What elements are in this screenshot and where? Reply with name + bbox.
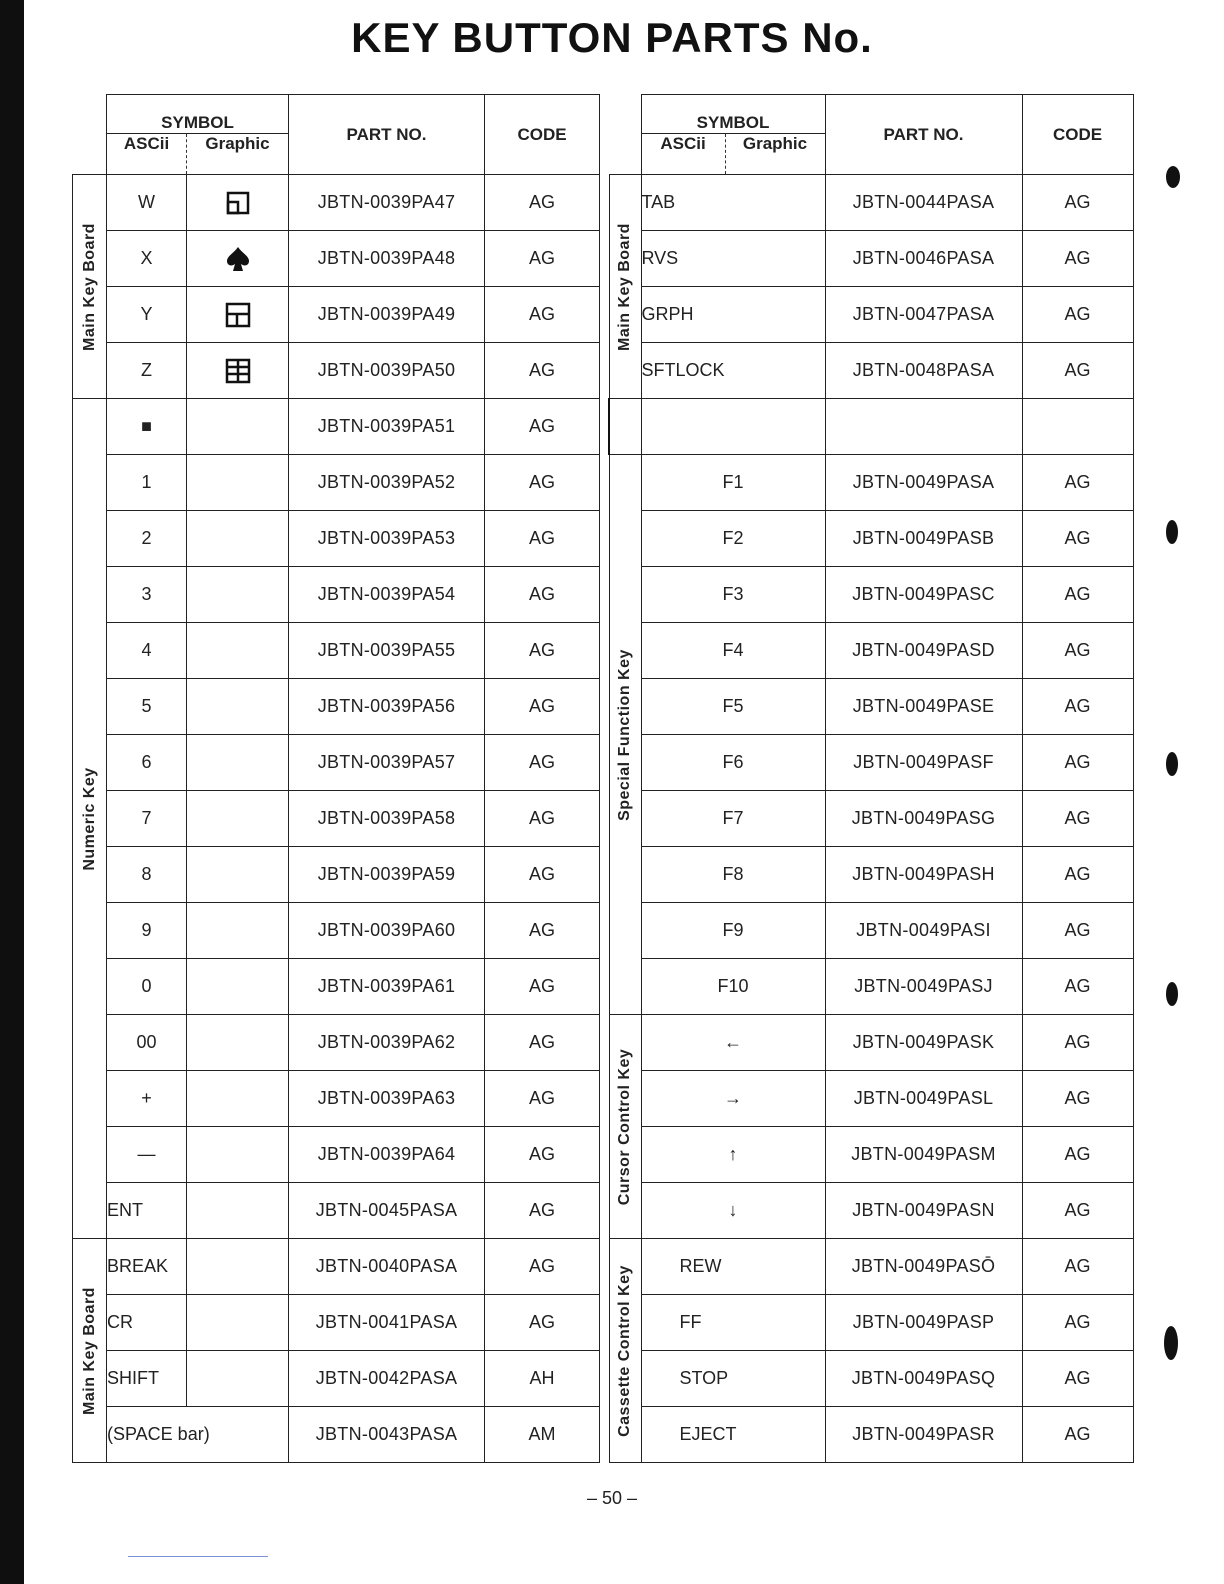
ascii-cell: X xyxy=(107,231,187,287)
scan-punch-mark xyxy=(1164,1326,1178,1360)
part-number-cell: JBTN-0049PASQ xyxy=(825,1351,1022,1407)
part-no-header: PART NO. xyxy=(825,95,1022,175)
graphic-cell xyxy=(187,455,289,511)
table-row xyxy=(73,567,600,623)
group-main-key-board xyxy=(609,175,641,399)
symbol-cell: F6 xyxy=(641,735,825,791)
code-cell: AG xyxy=(1022,343,1133,399)
group-cassette-control-key xyxy=(609,1239,641,1463)
part-number-cell: JBTN-0039PA60 xyxy=(289,903,485,959)
code-cell: AG xyxy=(485,1127,600,1183)
ascii-cell: 2 xyxy=(107,511,187,567)
symbol-cell: GRPH xyxy=(641,287,825,343)
symbol-cell: TAB xyxy=(641,175,825,231)
code-cell: AG xyxy=(485,735,600,791)
group-label: Main Key Board xyxy=(80,222,98,351)
part-number-cell: JBTN-0043PASA xyxy=(289,1407,485,1463)
ascii-cell: + xyxy=(107,1071,187,1127)
scan-punch-mark xyxy=(1166,752,1178,776)
ascii-cell: 5 xyxy=(107,679,187,735)
graphic-cell xyxy=(187,903,289,959)
table-row xyxy=(609,959,1133,1015)
group-label: Special Function Key xyxy=(616,648,633,821)
part-number-cell: JBTN-0049PASK xyxy=(825,1015,1022,1071)
code-cell: AG xyxy=(485,567,600,623)
code-cell: AG xyxy=(1022,1295,1133,1351)
code-cell: AG xyxy=(485,175,600,231)
table-row xyxy=(73,735,600,791)
symbol-cell: F10 xyxy=(641,959,825,1015)
part-number-cell: JBTN-0049PASL xyxy=(825,1071,1022,1127)
code-cell: AG xyxy=(485,847,600,903)
page-title: KEY BUTTON PARTS No. xyxy=(351,14,873,61)
part-number-cell: JBTN-0039PA58 xyxy=(289,791,485,847)
symbol-cell: → xyxy=(641,1071,825,1127)
part-number-cell: JBTN-0049PASE xyxy=(825,679,1022,735)
graphic-cell xyxy=(187,287,289,343)
empty-cell xyxy=(641,399,825,455)
scan-punch-mark xyxy=(1166,982,1178,1006)
right-parts-table xyxy=(608,94,1134,1463)
symbol-cell: ← xyxy=(641,1015,825,1071)
part-number-cell: JBTN-0049PASR xyxy=(825,1407,1022,1463)
part-number-cell: JBTN-0049PASC xyxy=(825,567,1022,623)
group-label: Cursor Control Key xyxy=(616,1048,633,1205)
box-lower-left-icon xyxy=(226,191,250,215)
part-number-cell: JBTN-0047PASA xyxy=(825,287,1022,343)
header-spacer xyxy=(609,95,641,175)
part-number-cell: JBTN-0049PASM xyxy=(825,1127,1022,1183)
table-row xyxy=(73,903,600,959)
table-row xyxy=(609,511,1133,567)
empty-cell xyxy=(609,399,641,455)
ascii-cell: — xyxy=(107,1127,187,1183)
graphic-cell xyxy=(187,623,289,679)
symbol-cell: F2 xyxy=(641,511,825,567)
box-grid-icon xyxy=(225,358,251,384)
symbol-cell: RVS xyxy=(641,231,825,287)
code-cell: AG xyxy=(485,287,600,343)
code-cell: AG xyxy=(1022,623,1133,679)
scan-punch-mark xyxy=(1166,520,1178,544)
spade-icon xyxy=(226,246,250,272)
code-cell: AG xyxy=(1022,959,1133,1015)
ascii-cell: 0 xyxy=(107,959,187,1015)
code-cell: AG xyxy=(1022,1071,1133,1127)
code-cell: AG xyxy=(1022,287,1133,343)
part-number-cell: JBTN-0044PASA xyxy=(825,175,1022,231)
ascii-cell: 9 xyxy=(107,903,187,959)
symbol-cell: F5 xyxy=(641,679,825,735)
graphic-cell xyxy=(187,511,289,567)
part-number-cell: JBTN-0039PA53 xyxy=(289,511,485,567)
group-label: Main Key Board xyxy=(80,1286,98,1415)
code-cell: AG xyxy=(1022,567,1133,623)
symbol-cell: F3 xyxy=(641,567,825,623)
ascii-cell: 6 xyxy=(107,735,187,791)
code-cell: AG xyxy=(485,1015,600,1071)
code-cell: AG xyxy=(485,511,600,567)
ascii-cell: Z xyxy=(107,343,187,399)
part-number-cell: JBTN-0039PA48 xyxy=(289,231,485,287)
code-cell: AG xyxy=(485,455,600,511)
graphic-cell xyxy=(187,1127,289,1183)
part-number-cell: JBTN-0049PASD xyxy=(825,623,1022,679)
table-row xyxy=(609,847,1133,903)
part-number-cell: JBTN-0049PASA xyxy=(825,455,1022,511)
part-number-cell: JBTN-0049PASB xyxy=(825,511,1022,567)
part-number-cell: JBTN-0039PA50 xyxy=(289,343,485,399)
code-cell: AG xyxy=(1022,735,1133,791)
code-cell: AG xyxy=(1022,1183,1133,1239)
table-row xyxy=(609,343,1133,399)
symbol-cell: F4 xyxy=(641,623,825,679)
ascii-cell: 00 xyxy=(107,1015,187,1071)
left-parts-table xyxy=(72,94,600,1463)
symbol-cell: FF xyxy=(641,1295,825,1351)
code-cell: AG xyxy=(485,1295,600,1351)
graphic-cell xyxy=(187,1071,289,1127)
group-main-key-board xyxy=(73,175,107,399)
box-split-icon xyxy=(225,302,251,328)
ascii-cell: 8 xyxy=(107,847,187,903)
code-cell: AG xyxy=(1022,679,1133,735)
code-cell: AG xyxy=(1022,1239,1133,1295)
code-header: CODE xyxy=(485,95,600,175)
code-cell: AG xyxy=(1022,455,1133,511)
table-row xyxy=(609,1407,1133,1463)
ascii-cell: (SPACE bar) xyxy=(107,1407,289,1463)
symbol-header: SYMBOL xyxy=(107,95,289,134)
part-number-cell: JBTN-0039PA64 xyxy=(289,1127,485,1183)
table-row xyxy=(609,175,1133,231)
code-cell: AM xyxy=(485,1407,600,1463)
graphic-cell xyxy=(187,1351,289,1407)
code-cell: AG xyxy=(1022,1351,1133,1407)
table-row xyxy=(73,1295,600,1351)
code-cell: AG xyxy=(1022,511,1133,567)
group-special-function-key xyxy=(609,455,641,1015)
part-number-cell: JBTN-0049PASN xyxy=(825,1183,1022,1239)
table-row xyxy=(73,1015,600,1071)
table-row xyxy=(73,791,600,847)
ascii-cell: ENT xyxy=(107,1183,187,1239)
graphic-cell xyxy=(187,679,289,735)
part-number-cell: JBTN-0039PA54 xyxy=(289,567,485,623)
table-row xyxy=(73,679,600,735)
part-number-cell: JBTN-0039PA63 xyxy=(289,1071,485,1127)
symbol-cell: F8 xyxy=(641,847,825,903)
part-number-cell: JBTN-0039PA47 xyxy=(289,175,485,231)
graphic-cell xyxy=(187,959,289,1015)
group-numeric-key xyxy=(73,399,107,1239)
ascii-cell: CR xyxy=(107,1295,187,1351)
scan-artifact-line xyxy=(128,1556,268,1557)
ascii-cell: 3 xyxy=(107,567,187,623)
empty-cell xyxy=(825,399,1022,455)
table-row xyxy=(73,1351,600,1407)
part-number-cell: JBTN-0049PASF xyxy=(825,735,1022,791)
part-number-cell: JBTN-0039PA49 xyxy=(289,287,485,343)
ascii-cell: SHIFT xyxy=(107,1351,187,1407)
symbol-cell: EJECT xyxy=(641,1407,825,1463)
ascii-header: ASCii xyxy=(641,134,725,175)
ascii-cell: 1 xyxy=(107,455,187,511)
code-cell: AG xyxy=(485,679,600,735)
table-row xyxy=(609,1295,1133,1351)
table-row xyxy=(73,959,600,1015)
graphic-cell xyxy=(187,175,289,231)
ascii-cell: 7 xyxy=(107,791,187,847)
code-cell: AG xyxy=(1022,175,1133,231)
code-cell: AH xyxy=(485,1351,600,1407)
ascii-cell: W xyxy=(107,175,187,231)
table-row xyxy=(609,1183,1133,1239)
symbol-cell: F9 xyxy=(641,903,825,959)
group-label: Cassette Control Key xyxy=(616,1264,633,1437)
symbol-cell: REW xyxy=(641,1239,825,1295)
symbol-cell: ↑ xyxy=(641,1127,825,1183)
part-number-cell: JBTN-0039PA51 xyxy=(289,399,485,455)
table-row xyxy=(73,1127,600,1183)
part-number-cell: JBTN-0049PASJ xyxy=(825,959,1022,1015)
graphic-header: Graphic xyxy=(187,134,289,175)
graphic-cell xyxy=(187,231,289,287)
graphic-cell xyxy=(187,399,289,455)
table-row xyxy=(73,1407,600,1463)
table-row xyxy=(609,1015,1133,1071)
symbol-cell: F7 xyxy=(641,791,825,847)
table-row xyxy=(609,1127,1133,1183)
table-row xyxy=(609,623,1133,679)
ascii-cell: 4 xyxy=(107,623,187,679)
part-number-cell: JBTN-0039PA61 xyxy=(289,959,485,1015)
table-row-empty xyxy=(609,399,1133,455)
symbol-cell: ↓ xyxy=(641,1183,825,1239)
header-spacer xyxy=(73,95,107,175)
part-number-cell: JBTN-0039PA62 xyxy=(289,1015,485,1071)
code-cell: AG xyxy=(485,959,600,1015)
part-number-cell: JBTN-0049PASG xyxy=(825,791,1022,847)
table-row xyxy=(73,399,600,455)
part-number-cell: JBTN-0049PASP xyxy=(825,1295,1022,1351)
code-cell: AG xyxy=(485,1239,600,1295)
part-number-cell: JBTN-0045PASA xyxy=(289,1183,485,1239)
part-number-cell: JBTN-0042PASA xyxy=(289,1351,485,1407)
table-row xyxy=(609,287,1133,343)
table-row xyxy=(609,791,1133,847)
table-row xyxy=(73,623,600,679)
table-row xyxy=(73,1183,600,1239)
group-cursor-control-key xyxy=(609,1015,641,1239)
code-cell: AG xyxy=(485,1071,600,1127)
table-row xyxy=(73,1071,600,1127)
table-row xyxy=(609,1071,1133,1127)
part-number-cell: JBTN-0039PA59 xyxy=(289,847,485,903)
table-row xyxy=(609,735,1133,791)
graphic-header: Graphic xyxy=(725,134,825,175)
graphic-cell xyxy=(187,567,289,623)
table-row xyxy=(73,511,600,567)
table-row xyxy=(73,343,600,399)
ascii-cell: Y xyxy=(107,287,187,343)
code-cell: AG xyxy=(1022,903,1133,959)
code-cell: AG xyxy=(485,791,600,847)
code-cell: AG xyxy=(485,1183,600,1239)
part-number-cell: JBTN-0041PASA xyxy=(289,1295,485,1351)
group-label: Main Key Board xyxy=(616,222,633,351)
graphic-cell xyxy=(187,343,289,399)
code-cell: AG xyxy=(1022,231,1133,287)
part-number-cell: JBTN-0039PA55 xyxy=(289,623,485,679)
table-row xyxy=(609,1239,1133,1295)
code-cell: AG xyxy=(1022,1127,1133,1183)
part-number-cell: JBTN-0039PA52 xyxy=(289,455,485,511)
code-cell: AG xyxy=(485,343,600,399)
ascii-cell: BREAK xyxy=(107,1239,187,1295)
table-row xyxy=(73,847,600,903)
table-row xyxy=(609,455,1133,511)
page-number: – 50 – xyxy=(586,1488,638,1508)
graphic-cell xyxy=(187,847,289,903)
code-cell: AG xyxy=(1022,791,1133,847)
empty-cell xyxy=(1022,399,1133,455)
code-header: CODE xyxy=(1022,95,1133,175)
graphic-cell xyxy=(187,735,289,791)
code-cell: AG xyxy=(485,231,600,287)
graphic-cell xyxy=(187,1015,289,1071)
part-number-cell: JBTN-0039PA57 xyxy=(289,735,485,791)
ascii-header: ASCii xyxy=(107,134,187,175)
table-row xyxy=(609,903,1133,959)
table-row xyxy=(73,231,600,287)
table-row xyxy=(609,1351,1133,1407)
table-row xyxy=(609,567,1133,623)
ascii-cell: ■ xyxy=(107,399,187,455)
part-number-cell: JBTN-0039PA56 xyxy=(289,679,485,735)
group-label: Numeric Key xyxy=(80,766,98,871)
symbol-cell: F1 xyxy=(641,455,825,511)
group-main-key-board xyxy=(73,1239,107,1463)
graphic-cell xyxy=(187,1295,289,1351)
table-row xyxy=(73,455,600,511)
code-cell: AG xyxy=(485,399,600,455)
table-row xyxy=(73,175,600,231)
part-number-cell: JBTN-0048PASA xyxy=(825,343,1022,399)
scan-punch-mark xyxy=(1166,166,1180,188)
part-number-cell: JBTN-0049PASŌ xyxy=(825,1239,1022,1295)
part-number-cell: JBTN-0049PASI xyxy=(825,903,1022,959)
graphic-cell xyxy=(187,1183,289,1239)
scan-left-edge xyxy=(0,0,24,1584)
part-number-cell: JBTN-0040PASA xyxy=(289,1239,485,1295)
code-cell: AG xyxy=(1022,1015,1133,1071)
symbol-cell: STOP xyxy=(641,1351,825,1407)
symbol-cell: SFTLOCK xyxy=(641,343,825,399)
graphic-cell xyxy=(187,1239,289,1295)
graphic-cell xyxy=(187,791,289,847)
code-cell: AG xyxy=(485,903,600,959)
code-cell: AG xyxy=(1022,1407,1133,1463)
part-number-cell: JBTN-0049PASH xyxy=(825,847,1022,903)
code-cell: AG xyxy=(485,623,600,679)
table-row xyxy=(73,287,600,343)
part-no-header: PART NO. xyxy=(289,95,485,175)
part-number-cell: JBTN-0046PASA xyxy=(825,231,1022,287)
symbol-header: SYMBOL xyxy=(641,95,825,134)
table-row xyxy=(73,1239,600,1295)
table-row xyxy=(609,679,1133,735)
code-cell: AG xyxy=(1022,847,1133,903)
table-row xyxy=(609,231,1133,287)
